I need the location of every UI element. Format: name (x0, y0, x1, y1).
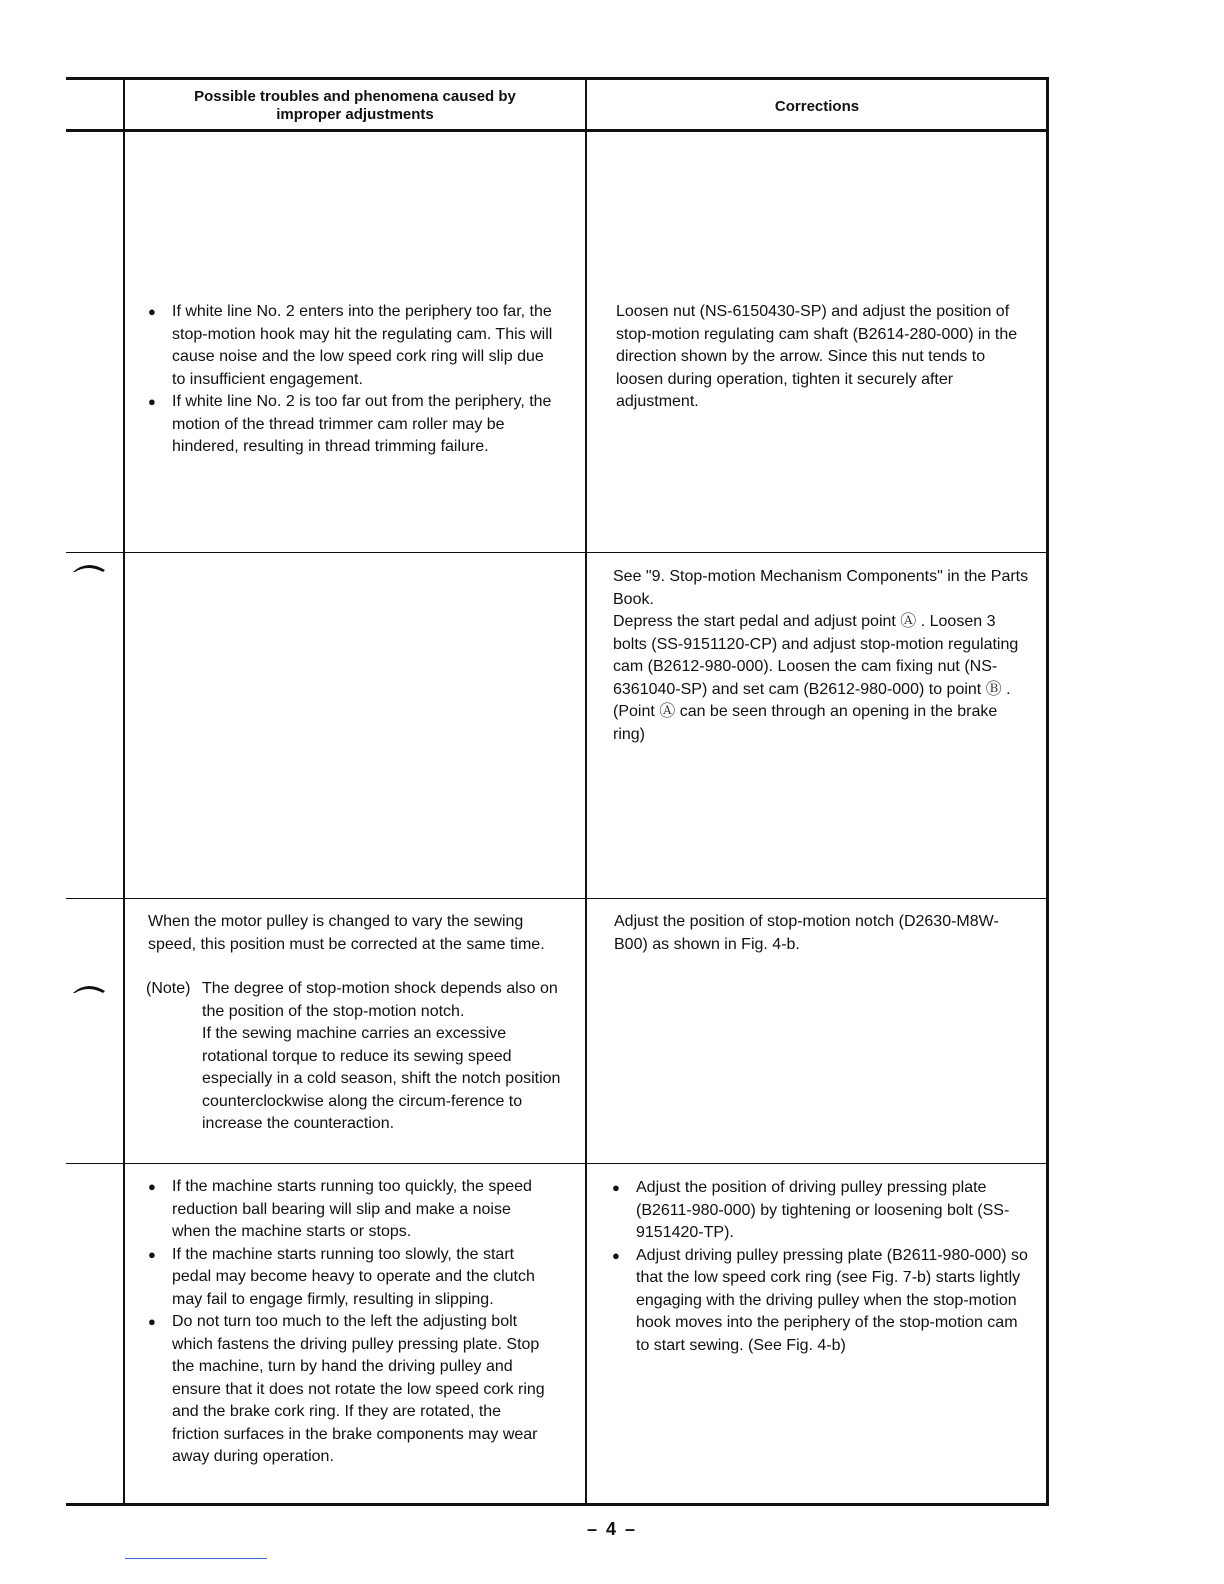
table-top-rule (66, 77, 1049, 80)
row-divider-1 (66, 552, 1049, 553)
column-divider-left (123, 77, 125, 1506)
header-bottom-rule (66, 129, 1049, 132)
column-divider-right (1046, 77, 1049, 1506)
row3-note (148, 978, 568, 1136)
arc-marker-icon (72, 982, 106, 994)
row1-trouble-item: ● If white line No. 2 enters into the periphery too far, the stop-motion hook may hit the regulating cam. This will cause noise and the low speed cork ring will slip due to insufficient engagement. (148, 301, 558, 391)
row1-trouble-item: ● If white line No. 2 is too far out from the periphery, the motion of the thread trimmer cam roller may be hindered, resulting in thread trimming failure. (148, 391, 558, 459)
header-troubles (127, 88, 583, 124)
note-line1: The degree of stop-motion shock depends also on the position of the stop-motion notch. (202, 980, 558, 1020)
note-line2: If the sewing machine carries an excessive rotational torque to reduce its sewing speed especially in a cold season, shift the notch position counterclockwise along the circum-ference to increase the counteraction. (202, 1025, 561, 1132)
row1-troubles (148, 301, 558, 459)
row4-corrections (612, 1177, 1034, 1357)
row-divider-2 (66, 898, 1049, 899)
blue-underline-rule (125, 1558, 267, 1559)
column-divider-middle (585, 77, 587, 1506)
row4-trouble-item: ● If the machine starts running too slowly, the start pedal may become heavy to operate and the clutch may fail to engage firmly, resulting in slipping. (148, 1244, 548, 1312)
row1-corrections: Loosen nut (NS-6150430-SP) and adjust the position of stop-motion regulating cam shaft (B2614-280-000) in the direction shown by the arrow. Since this nut tends to loosen during operation, tighten it securely after adjustment. (616, 303, 1018, 410)
table-bottom-rule (66, 1503, 1049, 1506)
header-troubles-line2: improper adjustments (276, 106, 434, 123)
row4-correction-item: ● Adjust the position of driving pulley pressing plate (B2611-980-000) by tightening or loosening bolt (SS-9151420-TP). (612, 1177, 1034, 1245)
page-number: – 4 – (586, 1519, 638, 1539)
header-troubles-line1: Possible troubles and phenomena caused by (194, 88, 516, 105)
arc-marker-icon (72, 561, 106, 573)
row4-trouble-item: ● If the machine starts running too quickly, the speed reduction ball bearing will slip and make a noise when the machine starts or stops. (148, 1176, 548, 1244)
row4-trouble-item: ● Do not turn too much to the left the adjusting bolt which fastens the driving pulley pressing plate. Stop the machine, turn by hand the driving pulley and ensure that it does not rotate the low speed cork ring and the brake cork ring. If they are rotated, the friction surfaces in the brake components may wear away during operation. (148, 1311, 548, 1469)
row3-corrections: Adjust the position of stop-motion notch (D2630-M8W-B00) as shown in Fig. 4-b. (614, 913, 999, 953)
row2-corrections (613, 566, 1031, 746)
row-divider-3 (66, 1163, 1049, 1164)
row3-troubles (148, 911, 568, 1136)
header-corrections: Corrections (774, 98, 860, 115)
note-label: (Note) (146, 980, 191, 997)
row2-correction-line1: See "9. Stop-motion Mechanism Components" in the Parts Book. (613, 568, 1029, 608)
row2-correction-line2: Depress the start pedal and adjust point Ⓐ . Loosen 3 bolts (SS-9151120-CP) and adjust stop-motion regulating cam (B2612-980-000). Loosen the cam fixing nut (NS-6361040-SP) and set cam (B2612-980-000) to point Ⓑ . (Point Ⓐ can be seen through an opening in the brake ring) (613, 613, 1019, 743)
row3-intro-text: When the motor pulley is changed to vary the sewing speed, this position must be corrected at the same time. (148, 913, 545, 953)
row4-troubles (148, 1176, 548, 1469)
row4-correction-item: ● Adjust driving pulley pressing plate (B2611-980-000) so that the low speed cork ring (see Fig. 7-b) starts lightly engaging with the driving pulley when the stop-motion hook moves into the periphery of the stop-motion cam to start sewing. (See Fig. 4-b) (612, 1245, 1034, 1358)
